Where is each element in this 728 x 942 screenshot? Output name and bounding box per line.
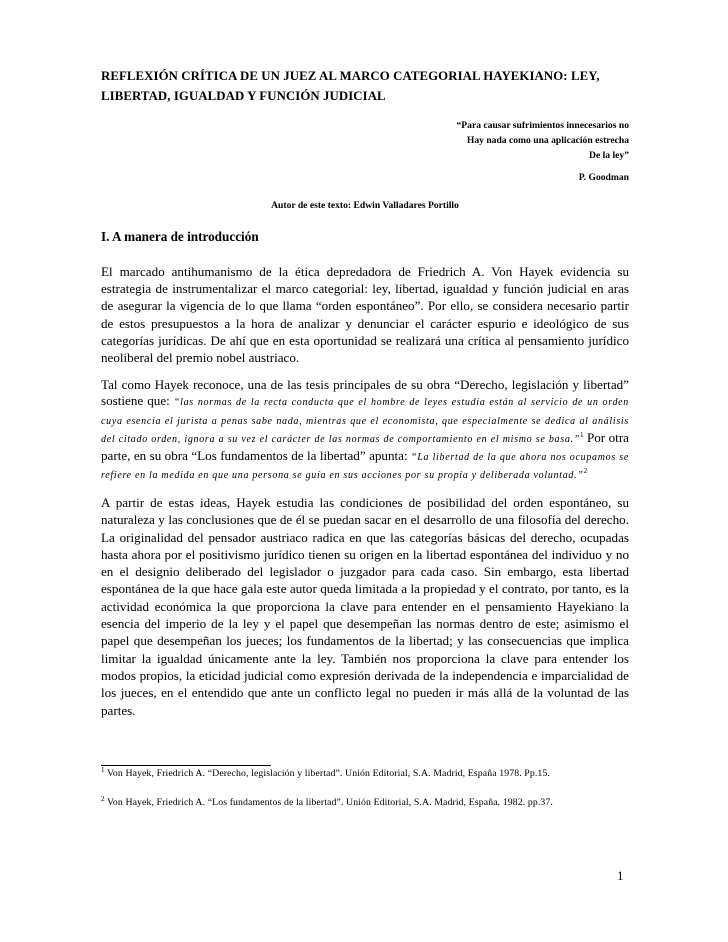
section-heading: I. A manera de introducción (101, 229, 259, 244)
page-number: 1 (617, 868, 624, 883)
epigraph-line: “Para causar sufrimientos innecesarios no (456, 120, 629, 131)
quote-close-mark: ” (577, 470, 584, 482)
paragraph-1: El marcado antihumanismo de la ética depredadora de Friedrich A. Von Hayek evidencia su estrategia de instrumentalizar el marco categorial: ley, libertad, igualdad y función judicial en aras de asegurar la vigencia de lo que llama “orden espontáneo”. Por ello, se considera necesario partir de estos presupuestos a la hora de analizar y denunciar el carácter espurio e ideológico de sus categorías jurídicas. De ahí que en esta oportunidad se realizará una crítica al pensamiento jurídico neoliberal del premio nobel austriaco. (101, 264, 629, 366)
footnote-text: Von Hayek, Friedrich A. “Derecho, legislación y libertad”. Unión Editorial, S.A. Madrid, España 1978. Pp.15. (104, 768, 550, 779)
footnote-ref-1[interactable]: 1 (580, 430, 584, 439)
footnote-1 (101, 767, 629, 782)
footnote-number: 1 (101, 766, 105, 774)
paragraph-2-middle: Por otra parte, en su obra “Los fundamentos de la libertad” apunta: (101, 429, 629, 464)
quote-1 (101, 397, 629, 445)
epigraph-line: De la ley” (589, 149, 629, 161)
footnote-2 (101, 796, 629, 811)
quote-2-text: La libertad de la que ahora nos ocupamos se refiere en la medida en que una persona se guía en sus acciones por su propia y deliberada voluntad. (101, 452, 629, 482)
quote-open-mark: “ (173, 397, 181, 409)
footnote-ref-2[interactable]: 2 (583, 467, 588, 476)
quote-open-mark: “ (411, 452, 418, 464)
paragraph-3: A partir de estas ideas, Hayek estudia las condiciones de posibilidad del orden espontáneo, su naturaleza y las conclusiones que de él se puedan sacar en el desarrollo de una filosofía del derecho. La originalidad del pensador austriaco radica en que las categorías básicas del derecho, ocupadas hasta ahora por el positivismo jurídico tienen su origen en la libertad espontánea del individuo y no en el designio deliberado del legislador o juzgador para cada caso. Sin embargo, esta libertad espontánea de la que hace gala este autor queda limitada a la propiedad y el contrato, por tanto, es la actividad económica la que proporciona la clave para entender en el pensamiento Hayekiano la esencia del imperio de la ley y el papel que desempeñan las normas dentro de este; asimismo el papel que desempeñan los jueces; los fundamentos de la libertad; y las consecuencias que implica limitar la igualdad únicamente ante la ley. También nos proporciona la clave para entender los modos propios, la eticidad judicial como expresión derivada de la independencia e imparcialidad de los jueces, en el entendido que ante un conflicto legal no pueden ir más allá de la voluntad de las partes. (101, 495, 629, 718)
paragraph-2-intro: Tal como Hayek reconoce, una de las tesis principales de su obra “Derecho, legislación y libertad” sostiene que: (101, 377, 629, 409)
footnote-text: Von Hayek, Friedrich A. “Los fundamentos de la libertad”. Unión Editorial, S.A. Madrid, España. 1982. pp.37. (104, 797, 553, 808)
document-title: REFLEXIÓN CRÍTICA DE UN JUEZ AL MARCO CATEGORIAL HAYEKIANO: LEY, LIBERTAD, IGUALDAD Y FUNCIÓN JUDICIAL (101, 69, 600, 103)
quote-close-mark: ” (573, 433, 581, 445)
quote-1-text: las normas de la recta conducta que el hombre de leyes estudia están al servicio de un orden cuya esencia el jurista a penas sabe nada, mientras que el economista, que especialmente se dedica al análisis del citado orden, ignora a su vez el carácter de las normas de comportamiento en el mismo se basa. (101, 397, 629, 445)
paragraph-2 (101, 377, 629, 485)
epigraph (329, 119, 629, 163)
footnote-number: 2 (101, 795, 105, 803)
epigraph-author: P. Goodman (578, 172, 629, 183)
epigraph-line: Hay nada como una aplicación estrecha (466, 134, 629, 146)
author-line: Autor de este texto: Edwin Valladares Portillo (271, 200, 459, 211)
footnote-separator (101, 765, 271, 766)
